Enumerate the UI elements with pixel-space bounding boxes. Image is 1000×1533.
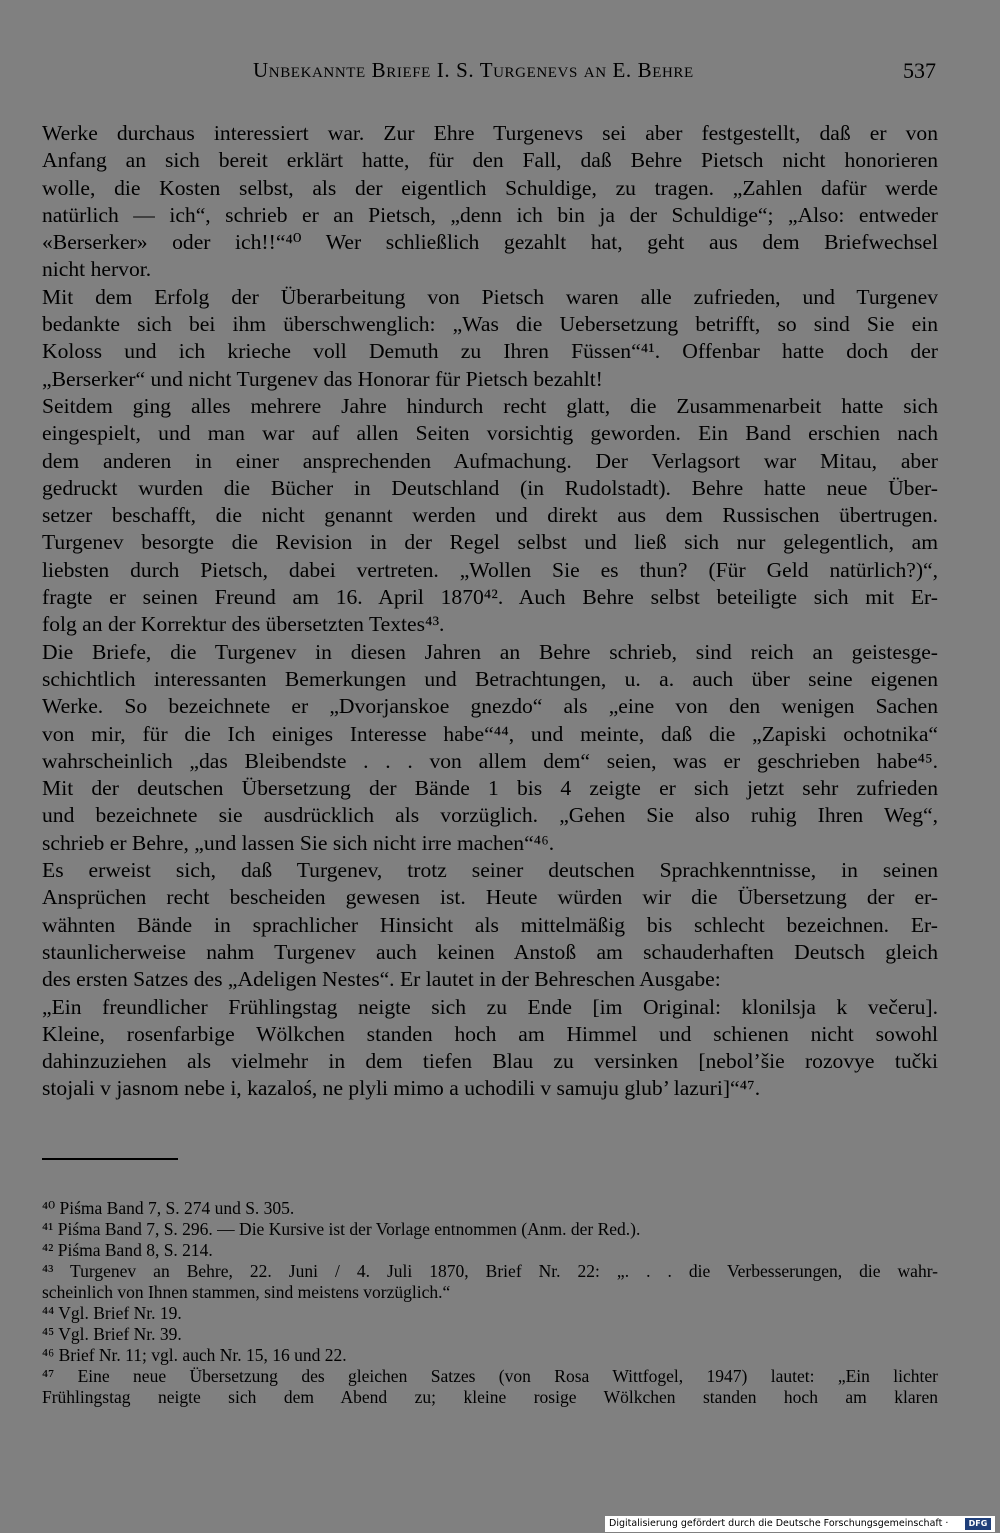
text-line: stojali v jasnom nebe i, kazaloś, ne plyli mimo a uchodili v samuju glub’ lazuri]“⁴⁷. — [42, 1076, 761, 1101]
text-line: fragte er seinen Freund am 16. April 1870⁴². Auch Behre selbst beteiligte sich mit Er- — [42, 585, 938, 610]
text-line: eingespielt, und man war auf allen Seiten vorsichtig geworden. Ein Band erschien nach — [42, 421, 938, 446]
text-line: wahrscheinlich „das Bleibendste . . . von allem dem“ seien, was er geschrieben habe⁴⁵. — [42, 748, 938, 773]
text-line: liebsten durch Pietsch, dabei vertreten. „Wollen Sie es thun? (Für Geld natürlich?)“, — [42, 557, 938, 582]
footnote: ⁴⁴ Vgl. Brief Nr. 19. — [42, 1303, 182, 1323]
text-line: Es erweist sich, daß Turgenev, trotz seiner deutschen Sprachkenntnisse, in seinen — [42, 858, 938, 883]
footnote-rule — [42, 1158, 178, 1160]
text-line: Kleine, rosenfarbige Wölkchen standen hoch am Himmel und schienen nicht sowohl — [42, 1021, 938, 1046]
footnote: ⁴⁵ Vgl. Brief Nr. 39. — [42, 1324, 182, 1344]
dfg-logo-icon: DFG — [965, 1518, 991, 1530]
running-header — [40, 58, 936, 88]
footnote: ⁴⁷ Eine neue Übersetzung des gleichen Satzes (von Rosa Wittfogel, 1947) lautet: „Ein lichter — [42, 1366, 938, 1386]
text-line: „Ein freundlicher Frühlingstag neigte sich zu Ende [im Original: klonilsja k večeru]. — [42, 994, 938, 1019]
running-title: Unbekannte Briefe I. S. Turgenevs an E. Behre — [253, 58, 694, 82]
text-line: Koloss und ich krieche voll Demuth zu Ihren Füssen“⁴¹. Offenbar hatte doch der — [42, 339, 938, 364]
digitization-credit — [605, 1516, 995, 1532]
text-line: setzer beschafft, die nicht genannt werden und direkt aus dem Russischen übertrugen. — [42, 503, 938, 528]
text-line: gedruckt wurden die Bücher in Deutschland (in Rudolstadt). Behre hatte neue Über- — [42, 475, 938, 500]
footnote: ⁴¹ Piśma Band 7, S. 296. — Die Kursive ist der Vorlage entnommen (Anm. der Red.). — [42, 1219, 641, 1239]
text-line: wähnten Bände in sprachlicher Hinsicht als mittelmäßig bis schlecht bezeichnen. Er- — [42, 912, 938, 937]
footnote: ⁴⁶ Brief Nr. 11; vgl. auch Nr. 15, 16 und 22. — [42, 1345, 347, 1365]
text-line: Mit der deutschen Übersetzung der Bände 1 bis 4 zeigte er sich jetzt sehr zufrieden — [42, 776, 938, 801]
text-line: natürlich — ich“, schrieb er an Pietsch, „denn ich bin ja der Schuldige“; „Also: entweder — [42, 202, 938, 227]
page-number: 537 — [903, 58, 936, 83]
text-line: bedankte sich bei ihm überschwenglich: „Was die Uebersetzung betrifft, so sind Sie ein — [42, 312, 938, 337]
text-line: Turgenev besorgte die Revision in der Regel selbst und ließ sich nur gelegentlich, am — [42, 530, 938, 555]
text-line: Ansprüchen recht bescheiden gewesen ist. Heute würden wir die Übersetzung der er- — [42, 885, 938, 910]
text-line: dahinzuziehen als vielmehr in dem tiefen Blau zu versinken [nebol’šie rozovye tučki — [42, 1049, 938, 1074]
footnote: ⁴³ Turgenev an Behre, 22. Juni / 4. Juli 1870, Brief Nr. 22: „. . . die Verbesserungen, die wahr- — [42, 1261, 938, 1281]
text-line: folg an der Korrektur des übersetzten Textes⁴³. — [42, 612, 445, 637]
footnote: ⁴⁰ Piśma Band 7, S. 274 und S. 305. — [42, 1198, 295, 1218]
text-line: und bezeichnete sie ausdrücklich als vorzüglich. „Gehen Sie also ruhig Ihren Weg“, — [42, 803, 938, 828]
footnote: Frühlingstag neigte sich dem Abend zu; kleine rosige Wölkchen standen hoch am klaren — [42, 1387, 938, 1407]
text-line: des ersten Satzes des „Adeligen Nestes“. Er lautet in der Behreschen Ausgabe: — [42, 967, 721, 992]
body-text — [42, 120, 938, 1103]
text-line: wolle, die Kosten selbst, als der eigentlich Schuldige, zu tragen. „Zahlen dafür werde — [42, 175, 938, 200]
text-line: dem anderen in einer ansprechenden Aufmachung. Der Verlagsort war Mitau, aber — [42, 448, 938, 473]
text-line: schichtlich interessanten Bemerkungen und Betrachtungen, u. a. auch über seine eigenen — [42, 666, 938, 691]
text-line: Die Briefe, die Turgenev in diesen Jahren an Behre schrieb, sind reich an geistesge- — [42, 639, 938, 664]
credit-text: Digitalisierung gefördert durch die Deutsche Forschungsgemeinschaft · — [609, 1518, 949, 1529]
text-line: Mit dem Erfolg der Überarbeitung von Pietsch waren alle zufrieden, und Turgenev — [42, 284, 938, 309]
footnote: scheinlich von Ihnen stammen, sind meistens vorzüglich.“ — [42, 1282, 451, 1302]
text-line: staunlicherweise nahm Turgenev auch keinen Anstoß am schauderhaften Deutsch gleich — [42, 939, 938, 964]
footnote: ⁴² Piśma Band 8, S. 214. — [42, 1240, 213, 1260]
text-line: «Berserker» oder ich!!“⁴⁰ Wer schließlich gezahlt hat, geht aus dem Briefwechsel — [42, 230, 938, 255]
text-line: Werke. So bezeichnete er „Dvorjanskoe gnezdo“ als „eine von den wenigen Sachen — [42, 694, 938, 719]
text-line: von mir, für die Ich einiges Interesse habe“⁴⁴, und meinte, daß die „Zapiski ochotnika“ — [42, 721, 938, 746]
text-line: Werke durchaus interessiert war. Zur Ehre Turgenevs sei aber festgestellt, daß er von — [42, 121, 938, 145]
text-line: schrieb er Behre, „und lassen Sie sich nicht irre machen“⁴⁶. — [42, 830, 555, 855]
text-line: Anfang an sich bereit erklärt hatte, für den Fall, daß Behre Pietsch nicht honorieren — [42, 148, 938, 173]
footnotes — [42, 1198, 938, 1408]
text-line: nicht hervor. — [42, 257, 152, 282]
text-line: Seitdem ging alles mehrere Jahre hindurch recht glatt, die Zusammenarbeit hatte sich — [42, 393, 938, 418]
text-line: „Berserker“ und nicht Turgenev das Honorar für Pietsch bezahlt! — [42, 366, 603, 391]
